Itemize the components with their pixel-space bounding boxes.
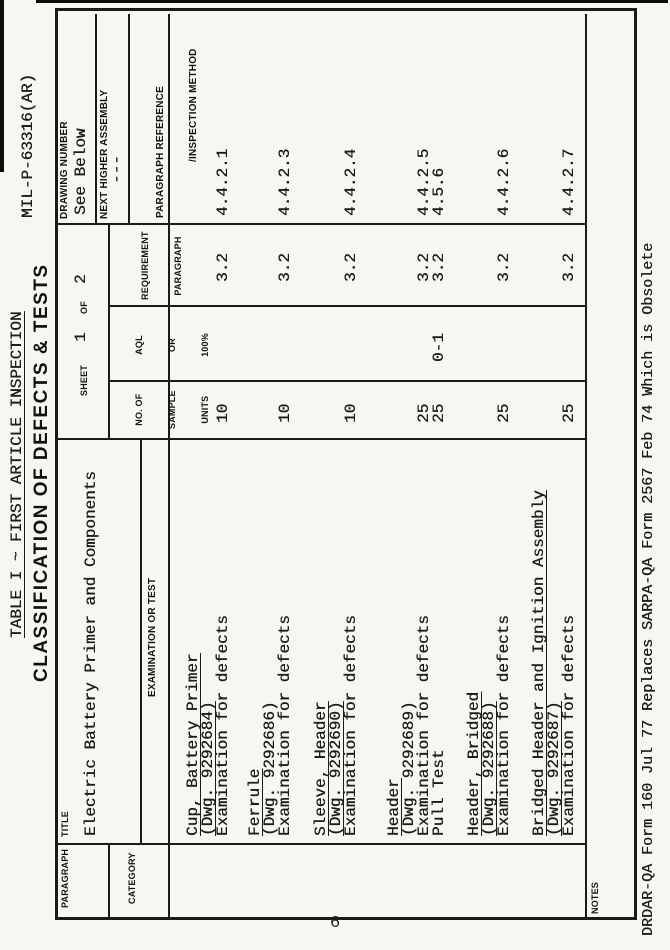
row-test-name: Pull Test xyxy=(430,749,448,836)
title-label: TITLE xyxy=(60,811,70,837)
sheet-total: 2 xyxy=(72,274,90,284)
aql-header-line: 100% xyxy=(200,333,210,357)
cell-aql: 0-1 xyxy=(430,333,448,362)
sheet-label: SHEET xyxy=(79,364,89,396)
cell-sample-units: 25 xyxy=(430,403,448,423)
cell-sample-units: 25 xyxy=(560,403,578,423)
cell-requirement-paragraph: 3.2 xyxy=(560,253,578,282)
row-test-name: Examination for defects xyxy=(560,615,578,836)
column-rule xyxy=(55,223,585,225)
sample-units-header-line: UNITS xyxy=(200,395,210,424)
paragraph-label: PARAGRAPH xyxy=(60,848,70,908)
drawing-number-value: See Below xyxy=(72,128,90,215)
row-drawing-number: (Dwg. 9292684) xyxy=(199,701,217,836)
row-rule xyxy=(108,845,110,920)
row-rule xyxy=(128,14,130,225)
requirement-header-line: PARAGRAPH xyxy=(173,236,183,296)
spec-number: MIL-P-63316(AR) xyxy=(19,73,37,218)
paragraph-reference-header-line: /INSPECTION METHOD xyxy=(188,48,199,162)
row-test-name: Examination for defects xyxy=(495,615,513,836)
form-footer: DRDAR-QA Form 160 Jul 77 Replaces SARPA-QA Form 2567 Feb 74 Which is Obsolete xyxy=(640,242,657,936)
row-component-name: Header, Bridged xyxy=(465,691,483,836)
aql-header-line: OR xyxy=(167,338,177,352)
cell-requirement-paragraph: 3.2 xyxy=(276,253,294,282)
column-rule xyxy=(108,305,585,307)
row-test-name: Examination for defects xyxy=(214,615,232,836)
cell-paragraph-reference: 4.4.2.7 xyxy=(560,148,578,216)
notes-label: NOTES xyxy=(590,881,600,914)
row-component-name: Bridged Header and Ignition Assembly xyxy=(530,490,548,836)
aql-header xyxy=(112,333,233,357)
sheet-of-label: OF xyxy=(79,301,89,314)
row-rule xyxy=(108,225,110,440)
notes-top-rule xyxy=(585,14,587,920)
table-title: TABLE I ~ FIRST ARTICLE INSPECTION xyxy=(8,311,26,638)
paragraph-reference-header xyxy=(133,48,221,218)
cell-paragraph-reference: 4.4.2.4 xyxy=(342,148,360,216)
row-drawing-number: (Dwg. 9292689) xyxy=(400,701,418,836)
row-test-name: Examination for defects xyxy=(415,615,433,836)
row-component-name: Header xyxy=(385,778,403,836)
cell-sample-units: 10 xyxy=(342,403,360,423)
aql-header-line: AQL xyxy=(134,335,144,355)
cell-paragraph-reference: 4.4.2.5 xyxy=(415,148,433,216)
row-component-name: Cup, Battery Primer xyxy=(184,653,202,836)
row-rule xyxy=(140,440,142,845)
row-drawing-number: (Dwg. 9292686) xyxy=(261,701,279,836)
category-label: CATEGORY xyxy=(127,852,137,904)
cell-requirement-paragraph: 3.2 xyxy=(342,253,360,282)
row-test-name: Examination for defects xyxy=(342,615,360,836)
row-rule xyxy=(95,14,97,225)
cell-sample-units: 10 xyxy=(276,403,294,423)
sample-units-header-line: NO. OF xyxy=(134,393,144,426)
row-test-name: Examination for defects xyxy=(276,615,294,836)
cell-paragraph-reference: 4.4.2.1 xyxy=(214,148,232,216)
next-higher-assembly-label: NEXT HIGHER ASSEMBLY xyxy=(99,89,110,219)
column-rule xyxy=(55,438,585,440)
requirement-header-line: REQUIREMENT xyxy=(140,231,150,300)
cell-paragraph-reference: 4.4.2.6 xyxy=(495,148,513,216)
examination-or-test-label: EXAMINATION OR TEST xyxy=(147,577,158,697)
cell-requirement-paragraph: 3.2 xyxy=(495,253,513,282)
cell-sample-units: 25 xyxy=(415,403,433,423)
column-rule xyxy=(55,843,585,845)
cell-requirement-paragraph: 3.2 xyxy=(415,253,433,282)
cell-requirement-paragraph: 3.2 xyxy=(214,253,232,282)
cell-paragraph-reference: 4.5.6 xyxy=(430,167,448,216)
classification-title: CLASSIFICATION OF DEFECTS & TESTS xyxy=(31,263,52,682)
paragraph-reference-header-line: PARAGRAPH REFERENCE xyxy=(155,86,166,218)
column-rule xyxy=(108,380,585,382)
cell-requirement-paragraph: 3.2 xyxy=(430,253,448,282)
cell-paragraph-reference: 4.4.2.3 xyxy=(276,148,294,216)
title-value: Electric Battery Primer and Components xyxy=(82,471,100,836)
row-drawing-number: (Dwg. 9292688) xyxy=(480,701,498,836)
cell-sample-units: 25 xyxy=(495,403,513,423)
requirement-header xyxy=(118,232,206,300)
row-component-name: Sleeve, Header xyxy=(312,701,330,836)
sample-units-header-line: SAMPLE xyxy=(167,390,177,429)
cell-sample-units: 10 xyxy=(214,403,232,423)
page-number: 6 xyxy=(330,914,341,933)
row-component-name: Ferrule xyxy=(246,768,264,836)
next-higher-assembly-value: --- xyxy=(108,155,126,184)
sheet-number: 1 xyxy=(72,332,90,342)
row-drawing-number: (Dwg. 9292690) xyxy=(327,701,345,836)
row-drawing-number: (Dwg. 9292687) xyxy=(545,701,563,836)
drawing-number-label: DRAWING NUMBER xyxy=(59,121,70,219)
